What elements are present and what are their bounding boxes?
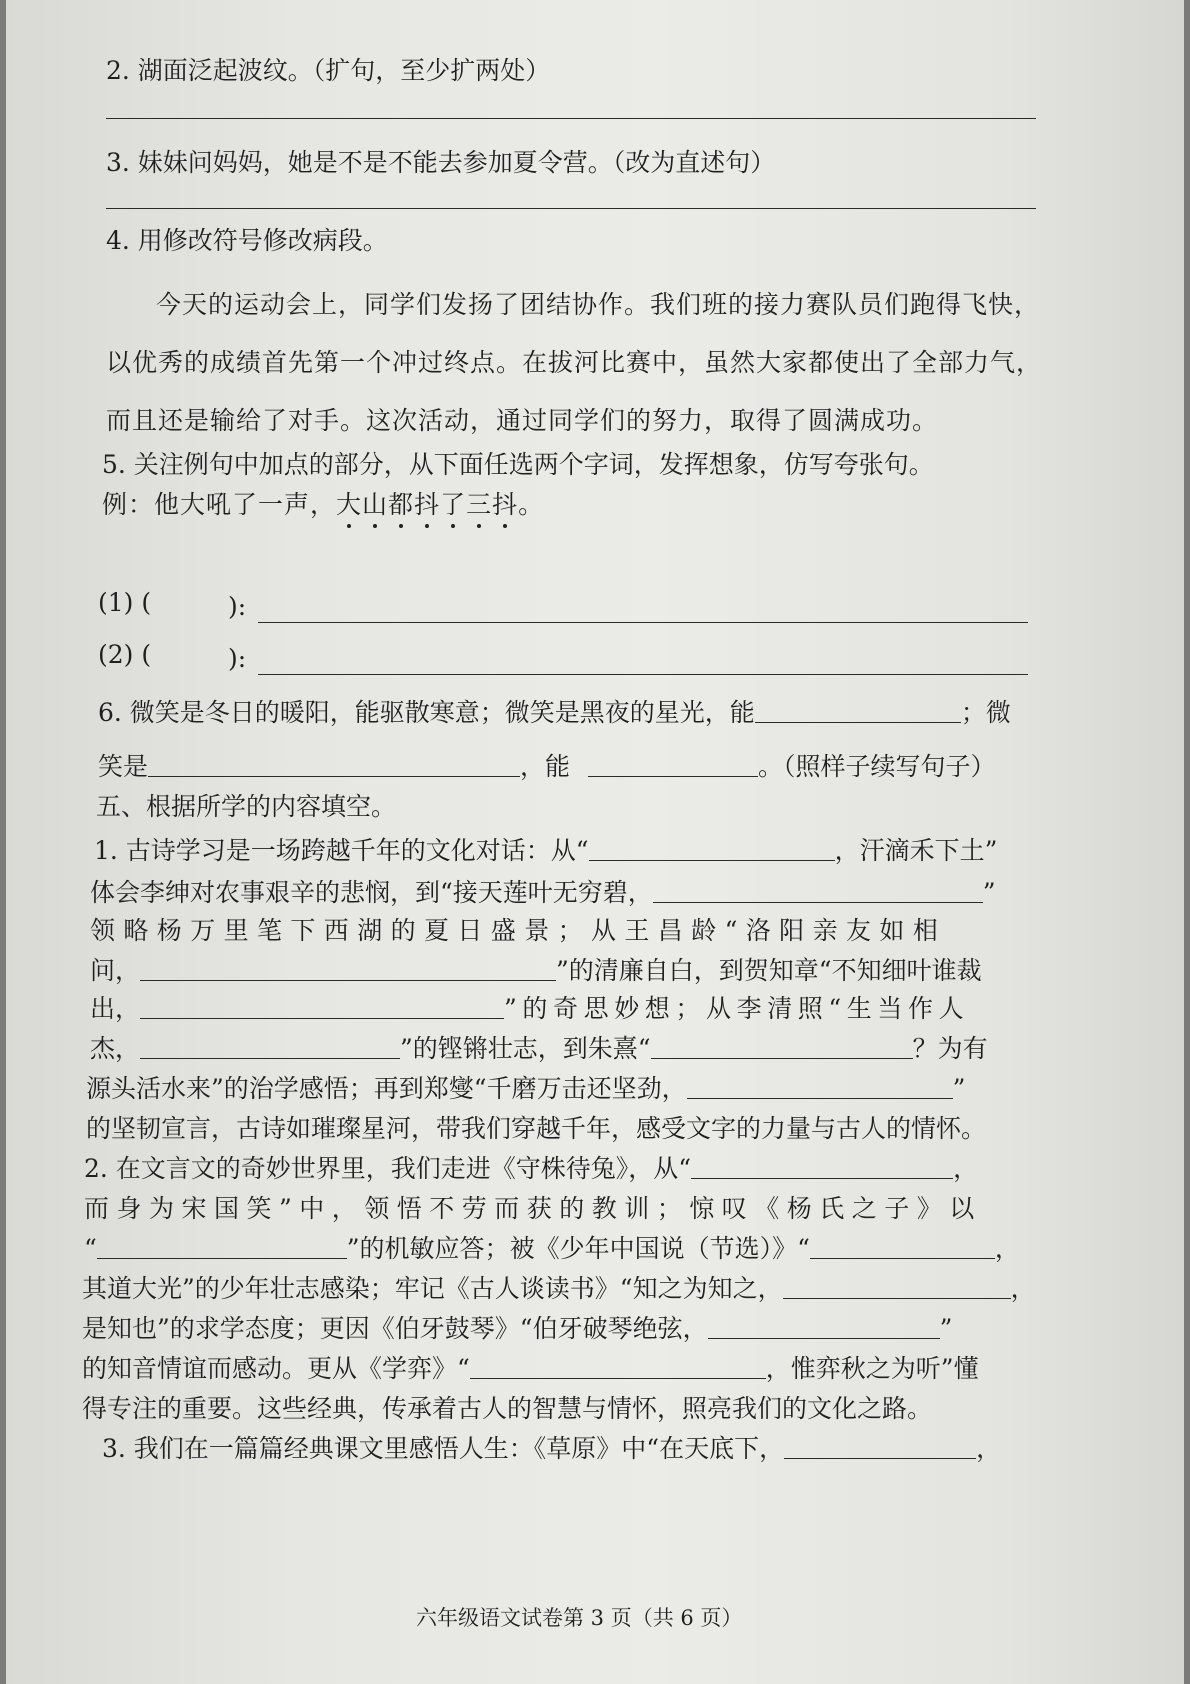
faulty-paragraph-line-2: 以优秀的成绩首先第一个冲过终点。在拔河比赛中，虽然大家都使出了全部力气， <box>106 348 1043 377</box>
item-5-2-line-6: 的知音情谊而感动。更从《学弈》“ ，惟弈秋之为听”懂 <box>82 1354 979 1383</box>
question-5: 5. 关注例句中加点的部分，从下面任选两个字词，发挥想象，仿写夸张句。 <box>102 450 934 479</box>
answer-line-3[interactable] <box>106 208 1036 209</box>
exam-page <box>6 0 1184 1684</box>
q6-text: 。（照样子续写句子） <box>758 752 996 781</box>
blank[interactable] <box>783 1278 1011 1299</box>
page-footer: 六年级语文试卷第 3 页（共 6 页） <box>416 1606 743 1630</box>
q6-semi: ；微 <box>960 698 1011 727</box>
blank[interactable] <box>140 998 504 1019</box>
faulty-paragraph-line-3: 而且还是输给了对手。这次活动，通过同学们的努力，取得了圆满成功。 <box>106 406 939 435</box>
question-3: 3. 妹妹问妈妈，她是不是不能去参加夏令营。（改为直述句） <box>106 148 776 177</box>
item-5-2-line-1: 2. 在文言文的奇妙世界里，我们走进《守株待兔》，从“ ， <box>84 1154 979 1183</box>
q6-text: 笑是 <box>98 752 149 781</box>
blank[interactable] <box>708 1318 940 1339</box>
dotted-char: 大 <box>336 490 363 519</box>
question-4: 4. 用修改符号修改病段。 <box>106 226 388 255</box>
blank[interactable] <box>755 702 961 723</box>
item-5-1-line-2: 体会李绅对农事艰辛的悲悯，到“接天莲叶无穷碧， ” <box>90 878 996 907</box>
answer-2-colon: ): <box>228 644 247 673</box>
blank[interactable] <box>810 1238 995 1259</box>
answer-line-5-2[interactable] <box>258 674 1028 675</box>
blank[interactable] <box>470 1358 766 1379</box>
example-sentence <box>102 492 544 517</box>
blank[interactable] <box>588 756 758 777</box>
example-end: 。 <box>518 490 545 519</box>
dotted-char: 山 <box>362 490 389 519</box>
question-6-line-2 <box>98 754 996 779</box>
item-5-1-line-5: 出， ”的奇思妙想；从李清照“生当作人 <box>90 994 970 1023</box>
dotted-char: 三 <box>466 490 493 519</box>
item-5-2-line-3: “ ”的机敏应答；被《少年中国说（节选）》“ ， <box>84 1234 1020 1263</box>
blank[interactable] <box>589 840 835 861</box>
item-5-1-line-4: 问， ”的清廉自白，到贺知章“不知细叶谁裁 <box>90 956 982 985</box>
item-5-1-line-1: 1. 古诗学习是一场跨越千年的文化对话：从“ ，汗滴禾下土” <box>94 836 998 865</box>
q6-text: 6. 微笑是冬日的暖阳，能驱散寒意；微笑是黑夜的星光，能 <box>98 698 755 727</box>
section-5-heading: 五、根据所学的内容填空。 <box>96 792 397 821</box>
faulty-paragraph-line-1: 今天的运动会上，同学们发扬了团结协作。我们班的接力赛队员们跑得飞快， <box>156 290 1041 319</box>
dotted-char: 抖 <box>492 490 519 519</box>
item-5-2-line-5: 是知也”的求学态度；更因《伯牙鼓琴》“伯牙破琴绝弦， ” <box>82 1314 953 1343</box>
item-5-3-line-1: 3. 我们在一篇篇经典课文里感悟人生：《草原》中“在天底下， ， <box>102 1434 1002 1463</box>
item-5-1-line-3: 领略杨万里笔下西湖的夏日盛景；从王昌龄“洛阳亲友如相 <box>90 916 947 945</box>
blank[interactable] <box>148 756 520 777</box>
dotted-char: 抖 <box>414 490 441 519</box>
answer-1-colon: ): <box>228 592 247 621</box>
item-5-1-line-6: 杰， ”的铿锵壮志，到朱熹“ ？为有 <box>90 1034 988 1063</box>
blank[interactable] <box>97 1238 347 1259</box>
blank[interactable] <box>140 960 556 981</box>
item-5-1-line-7: 源头活水来”的治学感悟；再到郑燮“千磨万击还坚劲， ” <box>86 1074 966 1103</box>
item-5-2-line-7: 得专注的重要。这些经典，传承着古人的智慧与情怀，照亮我们的文化之路。 <box>82 1394 933 1423</box>
blank[interactable] <box>651 1038 913 1059</box>
item-5-2-line-2: 而身为宋国笑”中，领悟不劳而获的教训；惊叹《杨氏之子》以 <box>84 1194 982 1223</box>
example-prefix: 例：他大吼了一声， <box>102 490 337 519</box>
word-options <box>228 548 598 573</box>
answer-1-label: (1) ( <box>98 588 152 617</box>
question-6-line-1 <box>98 700 1011 725</box>
answer-line-2[interactable] <box>106 118 1036 119</box>
answer-line-5-1[interactable] <box>258 622 1028 623</box>
q6-text: ，能 <box>520 752 571 781</box>
blank[interactable] <box>687 1078 953 1099</box>
blank[interactable] <box>784 1438 976 1459</box>
blank[interactable] <box>140 1038 400 1059</box>
question-2: 2. 湖面泛起波纹。（扩句，至少扩两处） <box>106 56 551 85</box>
item-5-1-line-8: 的坚韧宣言，古诗如璀璨星河，带我们穿越千年，感受文字的力量与古人的情怀。 <box>86 1114 987 1143</box>
dotted-char: 都 <box>388 490 415 519</box>
dotted-char: 了 <box>440 490 467 519</box>
blank[interactable] <box>691 1158 953 1179</box>
item-5-2-line-4: 其道大光”的少年壮志感染；牢记《古人谈读书》“知之为知之， ， <box>82 1274 1036 1303</box>
blank[interactable] <box>653 882 983 903</box>
answer-2-label: (2) ( <box>98 640 152 669</box>
